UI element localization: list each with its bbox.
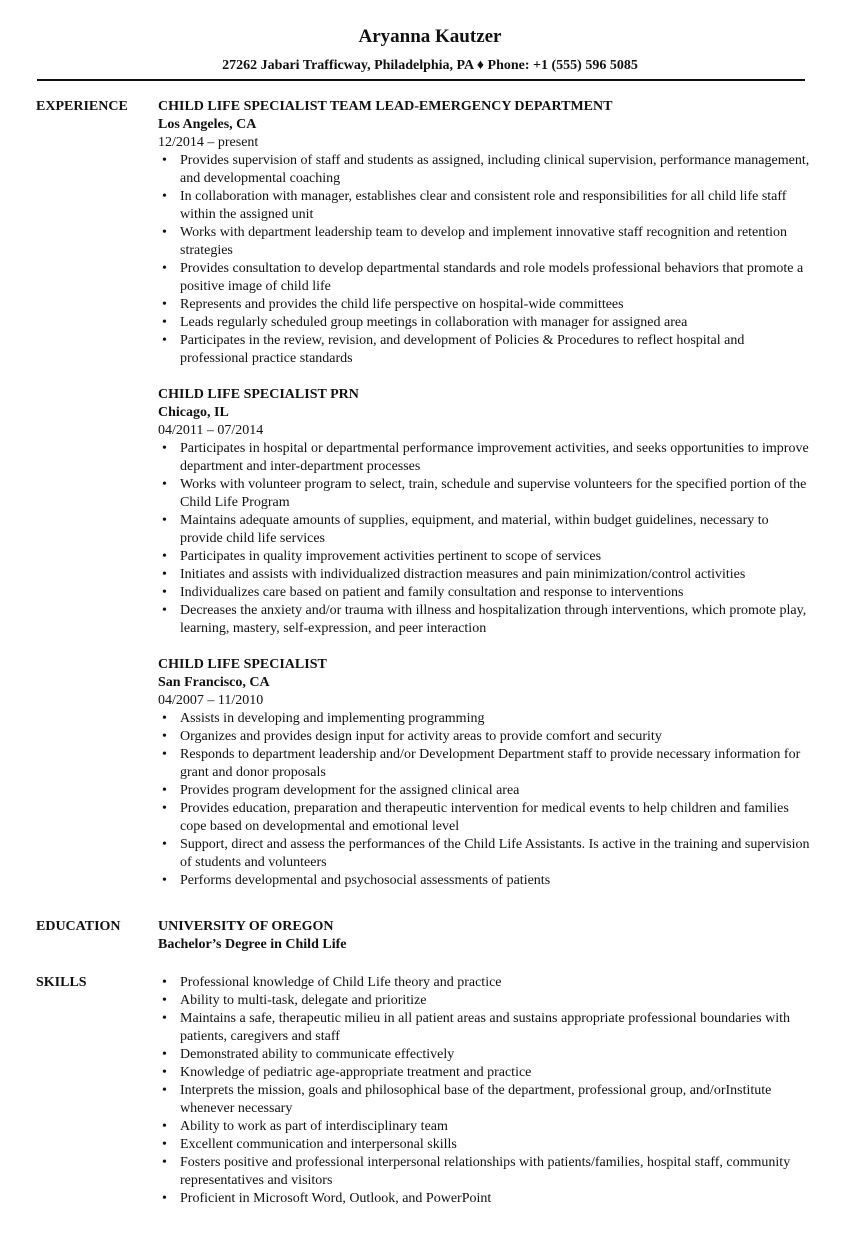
education-label: EDUCATION <box>36 919 121 934</box>
skills-body <box>158 974 810 1208</box>
job-responsibilities <box>158 152 810 368</box>
list-item: • Maintains adequate amounts of supplies, equipment, and material, within budget guidelines, necessary to provide child life services <box>158 512 810 548</box>
list-item: • Interprets the mission, goals and philosophical base of the department, professional group, and/orInstitute whenever necessary <box>158 1082 810 1118</box>
job-title: CHILD LIFE SPECIALIST PRN <box>158 387 359 402</box>
list-item: • Represents and provides the child life perspective on hospital-wide committees <box>158 296 810 314</box>
list-item: • Leads regularly scheduled group meetings in collaboration with manager for assigned area <box>158 314 810 332</box>
list-item: • Individualizes care based on patient and family consultation and response to interventions <box>158 584 810 602</box>
job-dates: 12/2014 – present <box>158 135 259 150</box>
school-name: UNIVERSITY OF OREGON <box>158 919 334 934</box>
job-dates: 04/2007 – 11/2010 <box>158 693 264 708</box>
job-title: CHILD LIFE SPECIALIST TEAM LEAD-EMERGENCY DEPARTMENT <box>158 99 613 114</box>
job-entry <box>158 98 810 368</box>
experience-section <box>36 98 810 890</box>
job-dates: 04/2011 – 07/2014 <box>158 423 264 438</box>
job-location: Chicago, IL <box>158 405 229 420</box>
candidate-name: Aryanna Kautzer <box>358 26 502 47</box>
job-responsibilities <box>158 440 810 638</box>
list-item: • Provides supervision of staff and students as assigned, including clinical supervision, performance management, and developmental coaching <box>158 152 810 188</box>
list-item: • Organizes and provides design input for activity areas to provide comfort and security <box>158 728 810 746</box>
list-item: • In collaboration with manager, establishes clear and consistent role and responsibilities for all child life staff within the assigned unit <box>158 188 810 224</box>
list-item: • Performs developmental and psychosocial assessments of patients <box>158 872 810 890</box>
list-item: • Participates in quality improvement activities pertinent to scope of services <box>158 548 810 566</box>
list-item: • Professional knowledge of Child Life theory and practice <box>158 974 810 992</box>
header-divider <box>37 79 805 81</box>
skills-label: SKILLS <box>36 975 87 990</box>
list-item: • Assists in developing and implementing programming <box>158 710 810 728</box>
education-section <box>36 918 810 954</box>
list-item: • Knowledge of pediatric age-appropriate treatment and practice <box>158 1064 810 1082</box>
job-location: San Francisco, CA <box>158 675 270 690</box>
list-item: • Provides education, preparation and therapeutic intervention for medical events to help children and families cope based on developmental and emotional level <box>158 800 810 836</box>
skills-list <box>158 974 810 1208</box>
degree: Bachelor’s Degree in Child Life <box>158 937 347 952</box>
list-item: • Maintains a safe, therapeutic milieu in all patient areas and sustains appropriate professional boundaries with patients, caregivers and staff <box>158 1010 810 1046</box>
list-item: • Provides program development for the assigned clinical area <box>158 782 810 800</box>
list-item: • Support, direct and assess the performances of the Child Life Assistants. Is active in the training and supervision of students and volunteers <box>158 836 810 872</box>
list-item: • Initiates and assists with individualized distraction measures and pain minimization/control activities <box>158 566 810 584</box>
list-item: • Proficient in Microsoft Word, Outlook, and PowerPoint <box>158 1190 810 1208</box>
contact-line: 27262 Jabari Trafficway, Philadelphia, PA ♦ Phone: +1 (555) 596 5085 <box>222 58 638 73</box>
list-item: • Ability to multi-task, delegate and prioritize <box>158 992 810 1010</box>
list-item: • Decreases the anxiety and/or trauma with illness and hospitalization through interventions, which promote play, learning, mastery, self-expression, and peer interaction <box>158 602 810 638</box>
list-item: • Fosters positive and professional interpersonal relationships with patients/families, hospital staff, community representatives and visitors <box>158 1154 810 1190</box>
experience-label: EXPERIENCE <box>36 99 128 114</box>
resume-header <box>0 0 860 81</box>
list-item: • Ability to work as part of interdisciplinary team <box>158 1118 810 1136</box>
job-entry <box>158 656 810 890</box>
list-item: • Provides consultation to develop departmental standards and role models professional behaviors that promote a positive image of child life <box>158 260 810 296</box>
list-item: • Works with volunteer program to select, train, schedule and supervise volunteers for the specified portion of the Child Life Program <box>158 476 810 512</box>
job-location: Los Angeles, CA <box>158 117 257 132</box>
list-item: • Participates in the review, revision, and development of Policies & Procedures to reflect hospital and professional practice standards <box>158 332 810 368</box>
list-item: • Responds to department leadership and/or Development Department staff to provide necessary information for grant and donor proposals <box>158 746 810 782</box>
experience-body <box>158 98 810 890</box>
list-item: • Excellent communication and interpersonal skills <box>158 1136 810 1154</box>
job-entry <box>158 386 810 638</box>
list-item: • Works with department leadership team to develop and implement innovative staff recognition and retention strategies <box>158 224 810 260</box>
skills-section <box>36 974 810 1208</box>
job-responsibilities <box>158 710 810 890</box>
list-item: • Participates in hospital or departmental performance improvement activities, and seeks opportunities to improve department and inter-department processes <box>158 440 810 476</box>
job-title: CHILD LIFE SPECIALIST <box>158 657 327 672</box>
education-body <box>158 918 810 954</box>
list-item: • Demonstrated ability to communicate effectively <box>158 1046 810 1064</box>
